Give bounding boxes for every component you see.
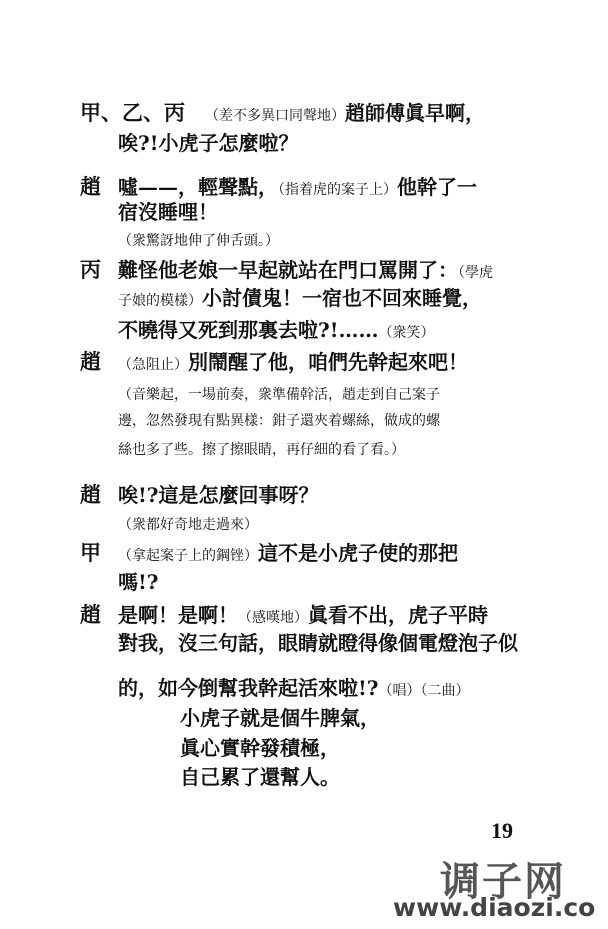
page-number: 19 xyxy=(491,818,513,843)
stage-direction: （音樂起，一場前奏，衆準備幹活，趙走到自己案子 xyxy=(118,387,440,403)
stage-direction: （唱）（二曲） xyxy=(378,683,470,699)
stage-direction: （急阻止） xyxy=(118,357,188,373)
dialogue-text: 唉?!小虎子怎麼啦？ xyxy=(118,131,299,155)
speaker-label: 趙 xyxy=(80,602,101,627)
text-line xyxy=(118,483,319,507)
dialogue-text: 噓——，輕聲點， xyxy=(118,175,278,199)
text-line xyxy=(180,736,340,760)
text-line xyxy=(118,350,468,377)
text-line xyxy=(118,510,258,537)
stage-direction: （衆驚訝地伸了伸舌頭。） xyxy=(118,233,279,249)
speaker-label: 甲 xyxy=(80,540,101,565)
text-line xyxy=(118,226,279,253)
dialogue-text: 嗎!? xyxy=(118,570,159,594)
dialogue-text: 對我，沒三句話，眼睛就瞪得像個電燈泡子似 xyxy=(118,631,518,655)
watermark-url: www.diaozi.co xyxy=(393,893,596,922)
text-line xyxy=(180,706,380,730)
speaker-label: 趙 xyxy=(80,482,101,507)
dialogue-text: 小虎子就是個牛脾氣， xyxy=(180,706,380,730)
text-line xyxy=(118,631,518,655)
text-line xyxy=(118,286,482,313)
text-line xyxy=(118,676,470,703)
stage-direction: 邊，忽然發現有點異樣：鉗子還夾着螺絲，做成的螺 xyxy=(118,413,440,429)
text-line xyxy=(118,200,218,224)
dialogue-text: 是啊！是啊！ xyxy=(118,603,238,627)
stage-direction: （感嘆地） xyxy=(238,610,308,626)
dialogue-text: 唉!?這是怎麼回事呀？ xyxy=(118,483,319,507)
text-line xyxy=(118,175,477,202)
speaker-label: 丙 xyxy=(80,257,101,282)
dialogue-text: 眞心實幹發積極， xyxy=(180,736,340,760)
stage-direction: （衆笑） xyxy=(378,325,435,341)
stage-direction: （拿起案子上的鋼锉） xyxy=(118,548,258,564)
text-line xyxy=(118,570,159,594)
dialogue-text: 難怪他老娘一早起就站在門口罵開了： xyxy=(118,258,458,282)
text-line xyxy=(205,101,485,128)
watermark-logo: 调子网 xyxy=(440,859,566,905)
dialogue-text: 別鬧醒了他，咱們先幹起來吧！ xyxy=(188,350,468,374)
text-line xyxy=(180,765,340,789)
text-line xyxy=(118,541,458,568)
dialogue-text: 不曉得又死到那裏去啦?!…… xyxy=(118,318,379,342)
text-line xyxy=(118,603,488,630)
text-line xyxy=(118,258,493,285)
stage-direction: （學虎 xyxy=(458,265,493,281)
text-line xyxy=(118,380,440,407)
text-line xyxy=(118,406,440,433)
dialogue-text: 自己累了還幫人。 xyxy=(180,765,340,789)
stage-direction: （衆都好奇地走過來） xyxy=(118,517,258,533)
dialogue-text: 趙師傅眞早啊， xyxy=(345,101,485,125)
speaker-label: 甲、乙、丙 xyxy=(80,100,185,125)
dialogue-text: 他幹了一 xyxy=(397,175,477,199)
dialogue-text: 宿沒睡哩！ xyxy=(118,200,218,224)
stage-direction: （指着虎的案子上） xyxy=(278,182,397,198)
text-line xyxy=(118,435,405,462)
stage-direction: 絲也多了些。擦了擦眼睛，再仔細的看了看。） xyxy=(118,442,405,458)
dialogue-text: 眞看不出，虎子平時 xyxy=(308,603,488,627)
stage-direction: （差不多異口同聲地） xyxy=(205,108,345,124)
speaker-label: 趙 xyxy=(80,174,101,199)
speaker-label: 趙 xyxy=(80,349,101,374)
stage-direction: 子娘的模樣） xyxy=(118,293,202,309)
text-line xyxy=(118,131,299,155)
dialogue-text: 的，如今倒幫我幹起活來啦!? xyxy=(118,676,379,700)
text-line xyxy=(118,318,435,345)
dialogue-text: 這不是小虎子使的那把 xyxy=(258,541,458,565)
dialogue-text: 小討債鬼！一宿也不回來睡覺， xyxy=(202,286,482,310)
